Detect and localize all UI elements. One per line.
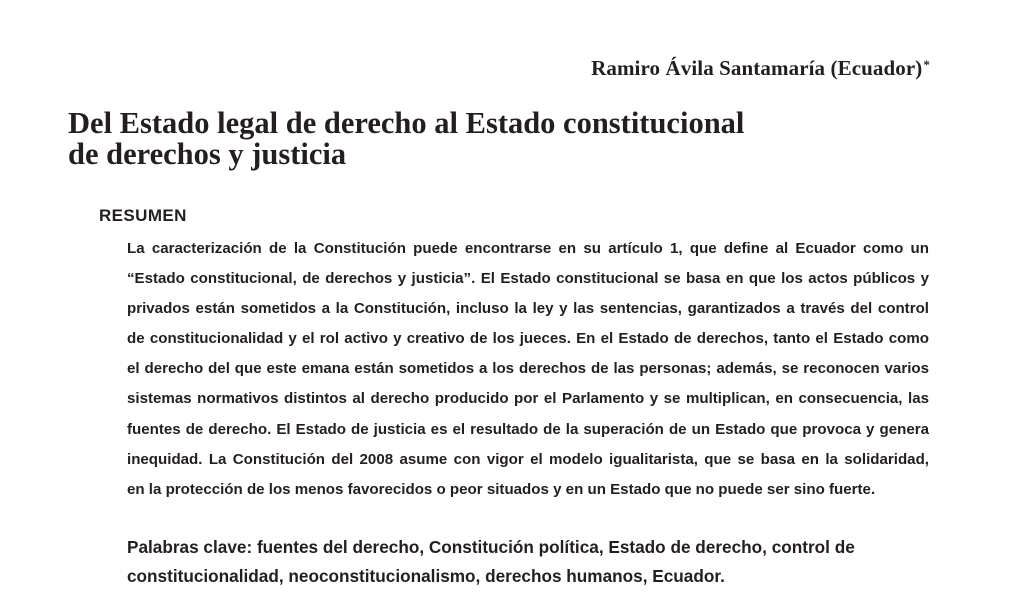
keywords-line-2	[127, 562, 887, 591]
keywords-label: Palabras clave:	[127, 537, 253, 557]
keywords-line-1	[127, 533, 887, 562]
keywords-block	[127, 533, 887, 591]
keywords-text-2: constitucionalidad, neoconstitucionalismo, derechos humanos, Ecuador.	[127, 566, 725, 586]
abstract-line: inequidad. La Constitución del 2008 asume con vigor el modelo igualitarista, que se basa en la solidaridad,	[127, 450, 929, 468]
article-title-line-1: Del Estado legal de derecho al Estado constitucional	[68, 106, 745, 140]
abstract-line: en la protección de los menos favorecidos o peor situados y en un Estado que no puede ser sino fuerte.	[127, 480, 876, 498]
abstract-line: de constitucionalidad y el rol activo y creativo de los jueces. En el Estado de derechos, tanto el Estado como	[127, 330, 929, 348]
article-title-line-2: de derechos y justicia	[68, 137, 347, 171]
abstract-line: privados están sometidos a la Constitución, incluso la ley y las sentencias, garantizados a través del control	[127, 300, 929, 318]
abstract-line: “Estado constitucional, de derechos y justicia”. El Estado constitucional se basa en que los actos públicos y	[127, 270, 929, 288]
author-name: Ramiro Ávila Santamaría (Ecuador)	[591, 56, 923, 80]
abstract-line: el derecho del que este emana están sometidos a los derechos de las personas; además, se reconocen varios	[127, 360, 929, 378]
abstract-line: La caracterización de la Constitución puede encontrarse en su artículo 1, que define al Ecuador como un	[127, 240, 929, 257]
abstract-body	[127, 234, 929, 505]
keywords-text-1: fuentes del derecho, Constitución política, Estado de derecho, control de	[252, 537, 855, 557]
abstract-line: sistemas normativos distintos al derecho producido por el Parlamento y se multiplican, en consecuencia, las	[127, 390, 929, 408]
abstract-heading: RESUMEN	[99, 206, 187, 225]
author-byline	[591, 56, 930, 81]
abstract-line: fuentes de derecho. El Estado de justicia es el resultado de la superación de un Estado que provoca y genera	[127, 420, 929, 438]
article-title	[68, 108, 928, 170]
footnote-mark[interactable]: *	[923, 57, 930, 72]
